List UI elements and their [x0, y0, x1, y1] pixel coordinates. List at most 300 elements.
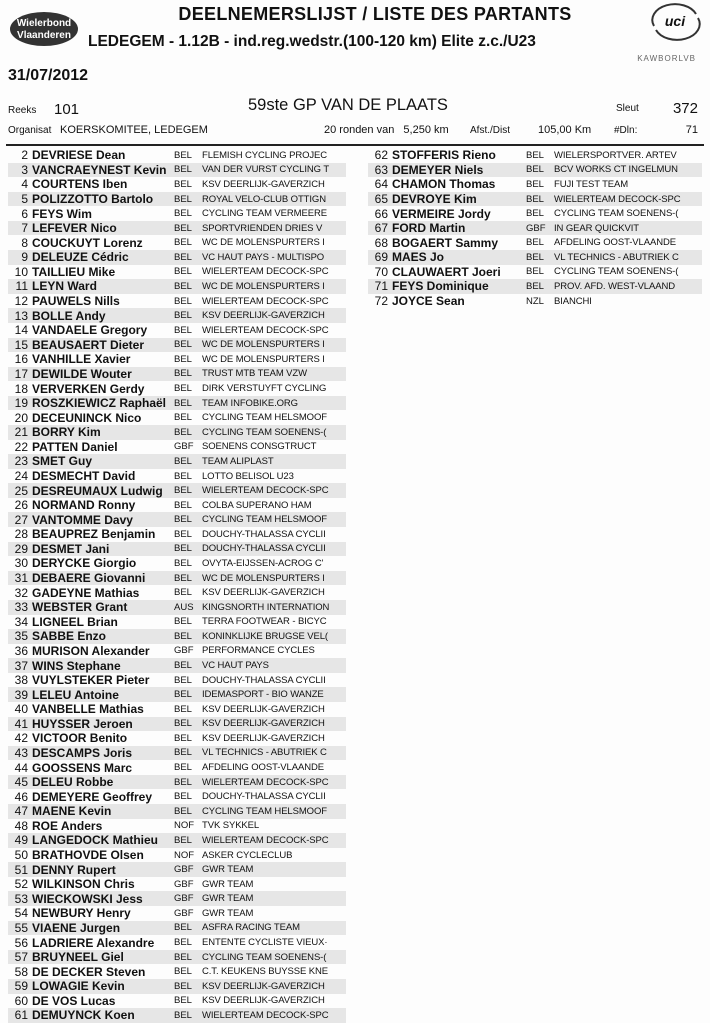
- rider-nationality: GBF: [174, 907, 194, 919]
- rider-row: [8, 498, 346, 513]
- rider-name: GOOSSENS Marc: [32, 760, 133, 775]
- rider-number: 7: [21, 221, 28, 236]
- rider-row: [8, 571, 346, 586]
- rider-name: BEAUPREZ Benjamin: [32, 527, 156, 542]
- logo-line2: Vlaanderen: [17, 30, 71, 41]
- reeks-label: Reeks: [8, 105, 37, 116]
- rider-row: [368, 221, 702, 236]
- rider-name: DESCAMPS Joris: [32, 745, 133, 760]
- rider-name: DESMECHT David: [32, 469, 136, 483]
- rider-number: 30: [14, 556, 28, 571]
- rider-row: [8, 410, 346, 425]
- rider-team: VC HAUT PAYS: [202, 660, 269, 672]
- rider-number: 52: [14, 877, 28, 892]
- rider-name: DELEU Robbe: [32, 775, 114, 790]
- rider-number: 45: [14, 775, 28, 790]
- race-date: 31/07/2012: [8, 67, 89, 84]
- rider-number: 59: [14, 979, 28, 994]
- rider-team: WIELERTEAM DECOCK-SPC: [202, 485, 329, 497]
- rider-team: DOUCHY-THALASSA CYCLII: [202, 674, 326, 686]
- rider-row: [8, 148, 346, 163]
- rider-nationality: BEL: [174, 718, 192, 730]
- rider-team: KSV DEERLIJK-GAVERZICH: [202, 587, 325, 599]
- rider-row: [368, 294, 702, 309]
- rider-name: LELEU Antoine: [32, 687, 119, 702]
- rider-number: 67: [374, 221, 388, 236]
- rider-name: BOGAERT Sammy: [392, 235, 499, 250]
- rider-team: KSV DEERLIJK-GAVERZICH: [202, 980, 325, 992]
- rider-row: [8, 746, 346, 761]
- rider-row: [8, 512, 346, 527]
- rider-number: 17: [14, 366, 28, 381]
- rider-row: [8, 760, 346, 775]
- rider-number: 55: [14, 920, 28, 935]
- rider-number: 24: [14, 469, 28, 483]
- rider-team: PERFORMANCE CYCLES: [202, 645, 315, 657]
- rider-name: PAUWELS Nills: [32, 294, 120, 309]
- rider-name: DEMUYNCK Koen: [32, 1008, 135, 1023]
- rider-row: [8, 644, 346, 659]
- rider-name: PATTEN Daniel: [32, 439, 118, 454]
- rider-nationality: BEL: [174, 310, 192, 322]
- rider-team: VAN DER VURST CYCLING T: [202, 164, 330, 176]
- rider-team: AFDELING OOST-VLAANDE: [202, 762, 324, 774]
- rider-row: [8, 600, 346, 615]
- rider-name: LIGNEEL Brian: [32, 614, 118, 629]
- rider-name: VANBELLE Mathias: [32, 702, 144, 717]
- rider-row: [8, 673, 346, 688]
- rider-number: 34: [14, 614, 28, 629]
- sleut-value: 372: [672, 100, 698, 117]
- rider-nationality: NOF: [174, 820, 195, 832]
- rider-name: VUYLSTEKER Pieter: [32, 673, 150, 688]
- rider-team: DIRK VERSTUYFT CYCLING: [202, 383, 327, 395]
- rider-nationality: BEL: [174, 747, 192, 759]
- rider-nationality: BEL: [174, 397, 192, 409]
- rider-name: BOLLE Andy: [32, 308, 106, 323]
- rider-row: [8, 556, 346, 571]
- rider-row: [8, 615, 346, 630]
- rider-row: [8, 323, 346, 338]
- distance-value: 105,00 Km: [538, 124, 592, 136]
- rider-team: VL TECHNICS - ABUTRIEK C: [202, 747, 327, 759]
- rider-nationality: BEL: [526, 164, 544, 176]
- rider-name: VANHILLE Xavier: [32, 352, 131, 367]
- rider-name: POLIZZOTTO Bartolo: [32, 192, 154, 207]
- rider-number: 35: [14, 629, 28, 644]
- rider-row: [8, 542, 346, 557]
- rider-nationality: BEL: [174, 776, 192, 788]
- rider-team: WC DE MOLENSPURTERS I: [202, 237, 325, 249]
- rider-team: CYCLING TEAM SOENENS-(: [554, 208, 679, 220]
- rider-name: VICTOOR Benito: [32, 731, 128, 746]
- uci-text: uci: [664, 13, 686, 29]
- rider-name: DEMEYER Niels: [392, 162, 484, 177]
- rider-number: 53: [14, 891, 28, 906]
- rider-nationality: BEL: [174, 470, 192, 482]
- rider-team: ASKER CYCLECLUB: [202, 849, 293, 861]
- reeks-value: 101: [54, 101, 80, 118]
- rider-team: WIELERSPORTVER. ARTEV: [554, 149, 677, 161]
- rider-number: 4: [21, 177, 28, 192]
- rider-row: [8, 192, 346, 207]
- rider-nationality: NZL: [526, 295, 544, 307]
- rider-row: [368, 163, 702, 178]
- rider-team: DOUCHY-THALASSA CYCLII: [202, 791, 326, 803]
- rider-name: NEWBURY Henry: [32, 906, 131, 921]
- rider-row: [8, 352, 346, 367]
- rider-row: [8, 454, 346, 469]
- rider-team: GWR TEAM: [202, 907, 254, 919]
- sponsor-text: KAWBORLVB: [637, 54, 696, 63]
- rider-nationality: BEL: [174, 383, 192, 395]
- rider-nationality: NOF: [174, 849, 195, 861]
- rider-name: WINS Stephane: [32, 658, 121, 673]
- rider-nationality: BEL: [174, 660, 192, 672]
- rider-row: [8, 979, 346, 994]
- rider-row: [8, 367, 346, 382]
- rider-number: 66: [374, 206, 388, 221]
- rider-name: SABBE Enzo: [32, 629, 107, 644]
- rider-number: 51: [14, 862, 28, 877]
- rider-row: [8, 819, 346, 834]
- logo-line1: Wielerbond: [16, 18, 72, 29]
- header-divider: [6, 144, 704, 146]
- rider-row: [8, 848, 346, 863]
- rider-row: [8, 877, 346, 892]
- rider-name: DESMET Jani: [32, 541, 110, 556]
- rider-nationality: BEL: [174, 834, 192, 846]
- rider-number: 22: [14, 439, 28, 454]
- rider-name: BORRY Kim: [32, 425, 101, 440]
- rider-number: 9: [21, 250, 28, 265]
- rider-team: CYCLING TEAM HELSMOOF: [202, 805, 327, 817]
- rider-name: LEYN Ward: [32, 279, 97, 294]
- rider-row: [8, 862, 346, 877]
- rider-team: VC HAUT PAYS - MULTISPO: [202, 251, 325, 263]
- rider-team: WC DE MOLENSPURTERS I: [202, 572, 325, 584]
- rider-row: [8, 177, 346, 192]
- rider-number: 2: [21, 148, 28, 163]
- rider-name: DEVRIESE Dean: [32, 148, 126, 163]
- rider-team: IN GEAR QUICKVIT: [554, 222, 639, 234]
- rider-name: BRATHOVDE Olsen: [32, 848, 144, 863]
- rider-row: [8, 265, 346, 280]
- rider-number: 6: [21, 206, 28, 221]
- rider-number: 69: [374, 250, 388, 265]
- rider-team: KSV DEERLIJK-GAVERZICH: [202, 703, 325, 715]
- rider-name: WILKINSON Chris: [32, 877, 135, 892]
- rider-nationality: BEL: [174, 339, 192, 351]
- rider-team: KSV DEERLIJK-GAVERZICH: [202, 995, 325, 1007]
- rider-row: [368, 235, 702, 250]
- rider-nationality: BEL: [174, 426, 192, 438]
- rider-number: 50: [14, 848, 28, 863]
- rider-row: [8, 717, 346, 732]
- rider-team: DOUCHY-THALASSA CYCLII: [202, 528, 326, 540]
- rider-team: KSV DEERLIJK-GAVERZICH: [202, 310, 325, 322]
- rider-row: [8, 906, 346, 921]
- rider-nationality: BEL: [174, 732, 192, 744]
- rider-name: COURTENS Iben: [32, 177, 128, 192]
- rider-number: 3: [21, 162, 28, 177]
- rider-team: WIELERTEAM DECOCK-SPC: [202, 266, 329, 278]
- rider-team: ENTENTE CYCLISTE VIEUX·: [202, 937, 328, 948]
- rider-row: [8, 279, 346, 294]
- rider-number: 40: [14, 702, 28, 717]
- rider-name: CLAUWAERT Joeri: [392, 264, 501, 279]
- participants-value: 71: [685, 124, 698, 136]
- rider-team: ASFRA RACING TEAM: [202, 922, 300, 934]
- rider-team: TEAM INFOBIKE.ORG: [202, 397, 298, 409]
- rider-row: [368, 177, 702, 192]
- rider-nationality: GBF: [174, 645, 194, 657]
- rider-row: [8, 440, 346, 455]
- rider-nationality: BEL: [174, 266, 192, 278]
- rider-team: OVYTA-EIJSSEN-ACROG C': [202, 557, 324, 569]
- rider-row: [8, 206, 346, 221]
- rider-row: [368, 192, 702, 207]
- rider-nationality: BEL: [174, 251, 192, 263]
- rider-number: 20: [14, 410, 28, 425]
- rider-number: 68: [374, 235, 388, 250]
- rider-team: FUJI TEST TEAM: [554, 178, 629, 190]
- rider-nationality: BEL: [174, 966, 192, 978]
- rider-team: CYCLING TEAM SOENENS-(: [554, 266, 679, 278]
- rider-row: [8, 775, 346, 790]
- rider-nationality: BEL: [174, 616, 192, 628]
- rider-team: AFDELING OOST-VLAANDE: [554, 237, 676, 249]
- rider-number: 15: [14, 337, 28, 352]
- rider-number: 5: [21, 192, 28, 207]
- rider-name: LEFEVER Nico: [32, 221, 117, 236]
- rider-name: MAENE Kevin: [32, 804, 112, 819]
- rider-row: [368, 265, 702, 280]
- rider-row: [368, 148, 702, 163]
- rider-name: MAES Jo: [392, 250, 445, 265]
- rider-name: VANTOMME Davy: [32, 512, 133, 527]
- rider-number: 46: [14, 789, 28, 804]
- rider-nationality: BEL: [174, 791, 192, 803]
- rider-nationality: BEL: [174, 499, 192, 511]
- rider-team: BIANCHI: [554, 295, 592, 307]
- rider-name: DENNY Rupert: [32, 862, 116, 877]
- rider-number: 14: [14, 323, 28, 338]
- rider-number: 19: [14, 396, 28, 411]
- rider-team: KONINKLIJKE BRUGSE VEL(: [202, 630, 328, 642]
- rider-team: COLBA SUPERANO HAM: [202, 499, 312, 511]
- rider-number: 72: [374, 294, 388, 309]
- rider-name: WEBSTER Grant: [32, 600, 128, 615]
- rider-nationality: GBF: [526, 222, 546, 234]
- rider-nationality: BEL: [174, 208, 192, 220]
- rider-number: 43: [14, 745, 28, 760]
- rider-nationality: BEL: [174, 353, 192, 365]
- rider-team: WIELERTEAM DECOCK-SPC: [202, 776, 329, 788]
- rider-row: [8, 585, 346, 600]
- rider-name: LANGEDOCK Mathieu: [32, 833, 158, 848]
- page-title: DEELNEMERSLIJST / LISTE DES PARTANTS: [178, 4, 572, 24]
- rider-team: KSV DEERLIJK-GAVERZICH: [202, 178, 325, 190]
- rider-team: KSV DEERLIJK-GAVERZICH: [202, 718, 325, 730]
- rider-team: WIELERTEAM DECOCK-SPC: [202, 834, 329, 846]
- rider-team: GWR TEAM: [202, 864, 254, 876]
- rider-row: [8, 381, 346, 396]
- distance-label: Afst./Dist: [470, 125, 511, 136]
- rider-row: [368, 250, 702, 265]
- rider-name: FEYS Dominique: [392, 279, 489, 294]
- rider-row: [368, 206, 702, 221]
- rider-row: [8, 425, 346, 440]
- rider-row: [8, 994, 346, 1009]
- rider-nationality: GBF: [174, 441, 194, 453]
- rider-nationality: BEL: [174, 587, 192, 599]
- lap-distance: 5,250 km: [403, 124, 449, 136]
- rider-team: WC DE MOLENSPURTERS I: [202, 353, 325, 365]
- rider-name: BEAUSAERT Dieter: [32, 337, 145, 352]
- rider-team: C.T. KEUKENS BUYSSE KNE: [202, 966, 328, 978]
- rider-number: 62: [374, 148, 388, 163]
- rider-name: NORMAND Ronny: [32, 498, 136, 513]
- rider-team: WIELERTEAM DECOCK-SPC: [202, 1009, 329, 1021]
- laps-info: [324, 124, 449, 136]
- rider-number: 23: [14, 454, 28, 469]
- rider-name: STOFFERIS Rieno: [392, 148, 496, 163]
- rider-number: 39: [14, 687, 28, 702]
- rider-name: JOYCE Sean: [392, 294, 465, 309]
- rider-team: GWR TEAM: [202, 893, 254, 905]
- rider-nationality: BEL: [526, 251, 544, 263]
- rider-row: [8, 629, 346, 644]
- rider-nationality: BEL: [174, 514, 192, 526]
- rider-row: [8, 163, 346, 178]
- rider-number: 48: [14, 818, 28, 833]
- rider-team: WIELERTEAM DECOCK-SPC: [202, 295, 329, 307]
- rider-name: DE VOS Lucas: [32, 993, 116, 1008]
- rider-row: [8, 308, 346, 323]
- rider-team: TERRA FOOTWEAR - BICYC: [202, 616, 327, 628]
- rider-name: DEBAERE Giovanni: [32, 571, 146, 586]
- rider-number: 41: [14, 716, 28, 731]
- rider-row: [8, 469, 346, 484]
- sleut-label: Sleut: [616, 103, 639, 114]
- rider-name: BRUYNEEL Giel: [32, 950, 124, 965]
- rider-name: FEYS Wim: [32, 206, 92, 221]
- rider-number: 28: [14, 527, 28, 542]
- rider-number: 58: [14, 964, 28, 979]
- rider-name: VERVERKEN Gerdy: [32, 381, 145, 396]
- rider-row: [8, 891, 346, 906]
- rider-number: 32: [14, 585, 28, 600]
- rider-number: 60: [14, 993, 28, 1008]
- rider-team: TVK SYKKEL: [202, 820, 260, 832]
- rider-list-left: [8, 148, 346, 1023]
- rider-team: CYCLING TEAM SOENENS-(: [202, 951, 327, 963]
- rider-number: 13: [14, 308, 28, 323]
- rider-name: FORD Martin: [392, 221, 466, 236]
- rider-number: 71: [374, 279, 388, 294]
- rider-row: [368, 279, 702, 294]
- organisator-value: KOERSKOMITEE, LEDEGEM: [60, 124, 208, 136]
- rider-nationality: BEL: [174, 922, 192, 934]
- rider-nationality: GBF: [174, 864, 194, 876]
- rider-name: DESREUMAUX Ludwig: [32, 483, 163, 498]
- rider-number: 11: [15, 279, 28, 294]
- rider-number: 38: [14, 673, 28, 688]
- rider-row: [8, 1008, 346, 1023]
- rider-number: 49: [14, 833, 28, 848]
- rider-team: CYCLING TEAM HELSMOOF: [202, 514, 327, 526]
- rider-list-right: [368, 148, 702, 308]
- rider-nationality: BEL: [526, 178, 544, 190]
- rider-name: DERYCKE Giorgio: [32, 556, 137, 571]
- rider-row: [8, 658, 346, 673]
- rider-team: WC DE MOLENSPURTERS I: [202, 339, 325, 351]
- rider-row: [8, 687, 346, 702]
- rider-number: 31: [14, 571, 28, 586]
- rider-nationality: BEL: [174, 178, 192, 190]
- rider-name: VANCRAEYNEST Kevin: [32, 162, 167, 177]
- rider-nationality: BEL: [174, 951, 192, 963]
- rider-nationality: BEL: [174, 557, 192, 569]
- rider-nationality: BEL: [526, 149, 544, 161]
- rider-name: VANDAELE Gregory: [32, 323, 148, 338]
- rider-number: 21: [14, 425, 28, 440]
- rider-team: IDEMASPORT - BIO WANZE: [202, 689, 324, 701]
- rider-name: LOWAGIE Kevin: [32, 979, 125, 994]
- rider-nationality: BEL: [174, 280, 192, 292]
- rider-row: [8, 935, 346, 950]
- rider-team: LOTTO BELISOL U23: [202, 470, 294, 482]
- rider-team: CYCLING TEAM HELSMOOF: [202, 412, 327, 424]
- rider-nationality: BEL: [174, 674, 192, 686]
- rider-number: 16: [14, 352, 28, 367]
- rider-number: 29: [14, 541, 28, 556]
- rider-team: PROV. AFD. WEST-VLAAND: [554, 280, 675, 292]
- rider-nationality: BEL: [174, 689, 192, 701]
- rider-number: 37: [14, 658, 28, 673]
- rider-number: 12: [14, 294, 28, 309]
- rider-number: 18: [14, 381, 28, 396]
- uci-logo: [648, 6, 702, 38]
- rider-nationality: BEL: [174, 324, 192, 336]
- race-name: 59ste GP VAN DE PLAATS: [248, 96, 448, 114]
- rider-row: [8, 527, 346, 542]
- rider-team: TRUST MTB TEAM VZW: [202, 368, 307, 380]
- rider-row: [8, 950, 346, 965]
- rider-nationality: BEL: [174, 295, 192, 307]
- rider-nationality: GBF: [174, 878, 194, 890]
- rider-row: [8, 221, 346, 236]
- rider-nationality: BEL: [174, 222, 192, 234]
- rider-nationality: BEL: [174, 368, 192, 380]
- rider-number: 33: [14, 600, 28, 615]
- rider-team: VL TECHNICS - ABUTRIEK C: [554, 251, 679, 263]
- rider-nationality: BEL: [174, 1009, 192, 1021]
- rider-nationality: BEL: [174, 995, 192, 1007]
- rider-name: VERMEIRE Jordy: [392, 206, 491, 221]
- rider-team: KSV DEERLIJK-GAVERZICH: [202, 732, 325, 744]
- rider-nationality: BEL: [174, 572, 192, 584]
- rider-name: DEWILDE Wouter: [32, 366, 132, 381]
- rider-number: 8: [21, 235, 28, 250]
- rider-number: 27: [14, 512, 28, 527]
- rider-team: SPORTVRIENDEN DRIES V: [202, 222, 323, 234]
- rider-number: 10: [14, 264, 28, 279]
- rider-team: FLEMISH CYCLING PROJEC: [202, 149, 328, 161]
- rider-nationality: BEL: [174, 703, 192, 715]
- rider-row: [8, 250, 346, 265]
